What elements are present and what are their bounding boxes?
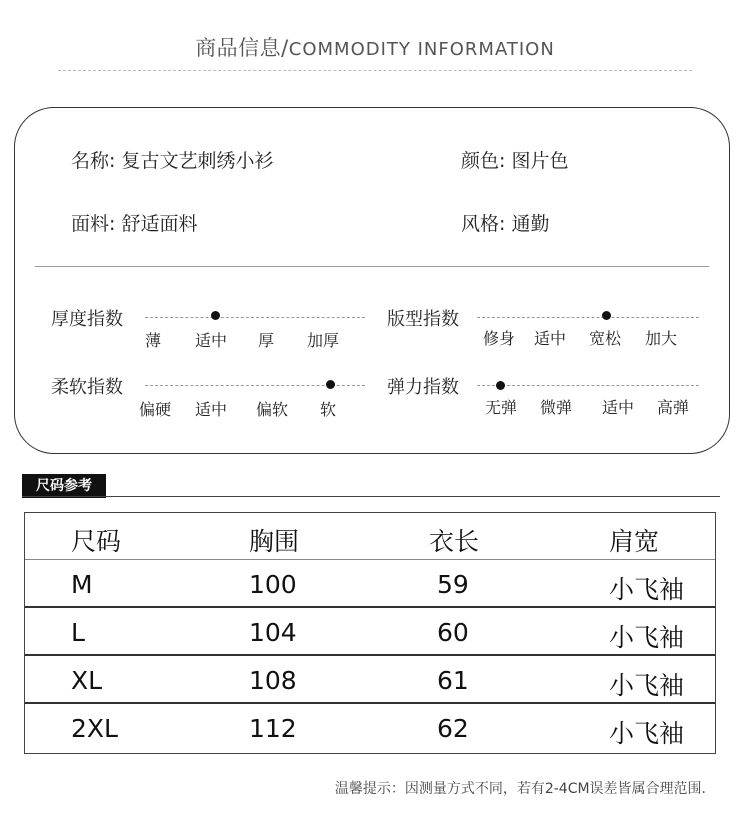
table-divider xyxy=(25,654,715,656)
page-title xyxy=(0,32,750,62)
fit-indicator-dot xyxy=(602,311,611,320)
cell-length: 61 xyxy=(437,666,469,695)
fit-option: 加大 xyxy=(645,329,678,348)
section-divider xyxy=(22,496,720,497)
title-en: COMMODITY INFORMATION xyxy=(288,39,555,60)
fit-option: 宽松 xyxy=(589,329,622,348)
elasticity-indicator-dot xyxy=(496,381,505,390)
cell-size: 2XL xyxy=(71,714,118,743)
cell-chest: 108 xyxy=(249,666,297,695)
cell-size: M xyxy=(71,570,93,599)
header-size: 尺码 xyxy=(71,527,122,556)
elasticity-option: 微弹 xyxy=(540,398,573,417)
header-divider xyxy=(58,70,692,71)
size-table xyxy=(24,512,716,754)
thickness-option: 适中 xyxy=(195,331,228,350)
softness-index-label: 柔软指数 xyxy=(51,377,123,398)
elasticity-index-label: 弹力指数 xyxy=(387,377,459,398)
elasticity-option: 适中 xyxy=(602,398,635,417)
size-reference-tag: 尺码参考 xyxy=(22,474,106,498)
softness-option: 适中 xyxy=(195,400,228,419)
thickness-scale-line xyxy=(145,317,365,318)
elasticity-option: 高弹 xyxy=(657,398,690,417)
header-length: 衣长 xyxy=(429,527,480,556)
header-chest: 胸围 xyxy=(249,527,300,556)
product-info-card xyxy=(14,107,730,454)
thickness-indicator-dot xyxy=(211,311,220,320)
cell-size: L xyxy=(71,618,85,647)
softness-option: 偏硬 xyxy=(139,400,172,419)
fit-option: 修身 xyxy=(483,329,516,348)
cell-chest: 100 xyxy=(249,570,297,599)
elasticity-option: 无弹 xyxy=(485,398,518,417)
softness-option: 软 xyxy=(320,400,337,419)
cell-shoulder: 小飞袖 xyxy=(609,575,685,604)
thickness-index-label: 厚度指数 xyxy=(51,309,123,330)
cell-size: XL xyxy=(71,666,103,695)
cell-shoulder: 小飞袖 xyxy=(609,719,685,748)
cell-shoulder: 小飞袖 xyxy=(609,623,685,652)
product-color: 颜色: 图片色 xyxy=(461,150,569,172)
cell-length: 62 xyxy=(437,714,469,743)
fit-scale-line xyxy=(477,317,699,318)
thickness-option: 薄 xyxy=(145,331,162,350)
softness-indicator-dot xyxy=(326,380,335,389)
cell-chest: 112 xyxy=(249,714,297,743)
table-divider xyxy=(25,702,715,704)
cell-shoulder: 小飞袖 xyxy=(609,671,685,700)
title-cn: 商品信息/ xyxy=(195,36,289,60)
cell-length: 60 xyxy=(437,618,469,647)
card-divider xyxy=(35,266,709,267)
thickness-option: 厚 xyxy=(258,331,275,350)
measurement-note: 温馨提示：因测量方式不同，若有2-4CM误差皆属合理范围. xyxy=(334,781,706,797)
cell-chest: 104 xyxy=(249,618,297,647)
table-divider xyxy=(25,606,715,608)
fit-option: 适中 xyxy=(534,329,567,348)
elasticity-scale-line xyxy=(477,385,699,386)
softness-option: 偏软 xyxy=(256,400,289,419)
fit-index-label: 版型指数 xyxy=(387,309,459,330)
product-fabric: 面料: 舒适面料 xyxy=(71,213,198,235)
header-shoulder: 肩宽 xyxy=(609,527,660,556)
product-name: 名称: 复古文艺刺绣小衫 xyxy=(71,150,274,172)
cell-length: 59 xyxy=(437,570,469,599)
table-divider xyxy=(25,559,715,560)
thickness-option: 加厚 xyxy=(307,331,340,350)
product-style: 风格: 通勤 xyxy=(461,213,550,235)
